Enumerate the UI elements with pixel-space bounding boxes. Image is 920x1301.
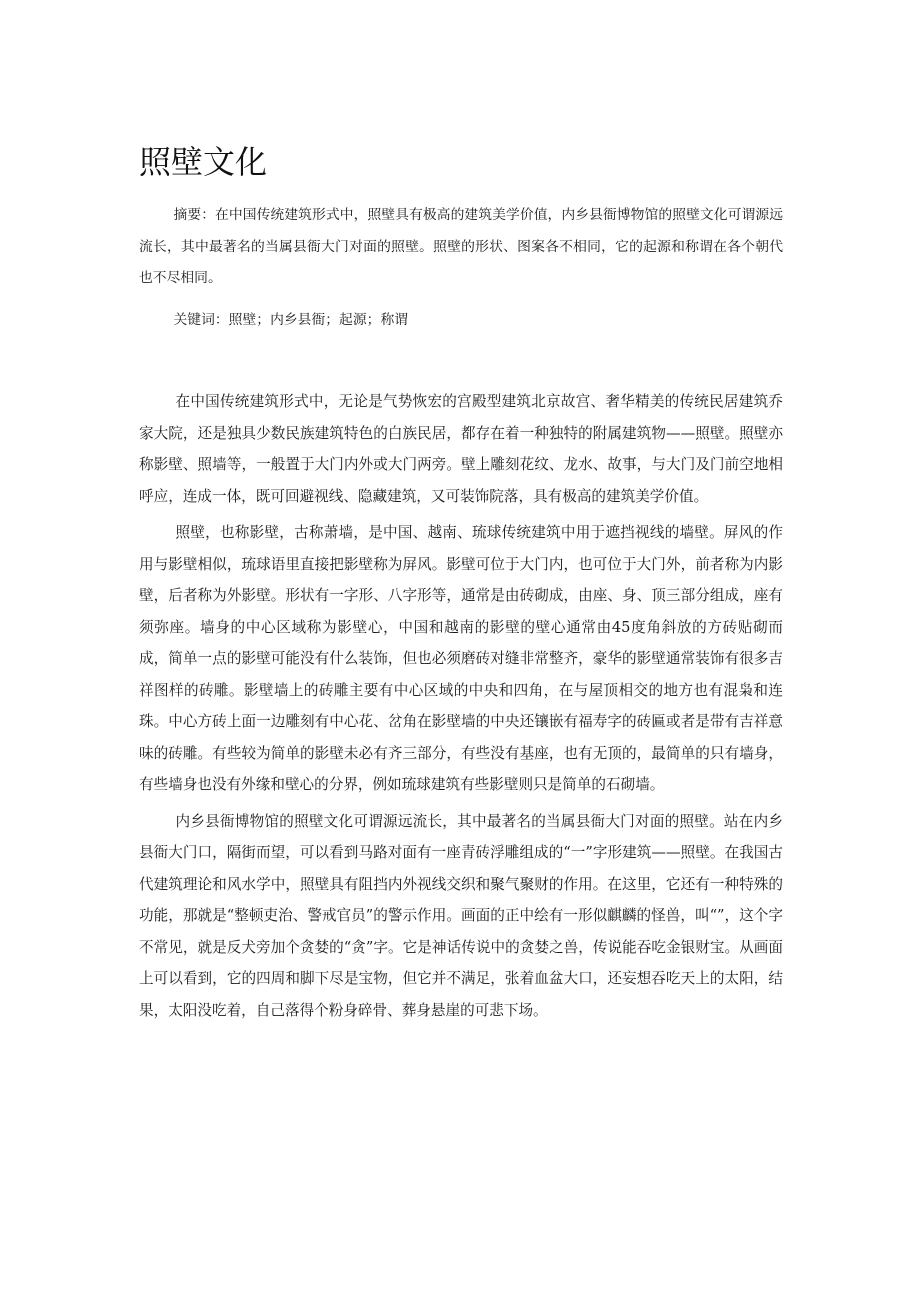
body-section xyxy=(139,386,783,1026)
document-title: 照壁文化 xyxy=(139,143,268,181)
abstract-section xyxy=(139,200,783,336)
abstract-text: 摘要：在中国传统建筑形式中，照壁具有极高的建筑美学价值，内乡县衙博物馆的照壁文化可谓源远流长，其中最著名的当属县衙大门对面的照壁。照壁的形状、图案各不相同，它的起源和称谓在各个朝代也不尽相同。 xyxy=(139,207,783,286)
body-paragraph-2: 照壁，也称影壁，古称萧墙，是中国、越南、琉球传统建筑中用于遮挡视线的墙壁。屏风的作用与影壁相似，琉球语里直接把影壁称为屏风。影壁可位于大门内，也可位于大门外，前者称为内影壁，后者称为外影壁。形状有一字形、八字形等，通常是由砖砌成，由座、身、顶三部分组成，座有须弥座。墙身的中心区域称为影壁心，中国和越南的影壁的壁心通常由45度角斜放的方砖贴砌而成，简单一点的影壁可能没有什么装饰，但也必须磨砖对缝非常整齐，豪华的影壁通常装饰有很多吉祥图样的砖雕。影壁墙上的砖雕主要有中心区域的中央和四角，在与屋顶相交的地方也有混枭和连珠。中心方砖上面一边雕刻有中心花、岔角在影壁墙的中央还镶嵌有福寿字的砖匾或者是带有吉祥意味的砖雕。有些较为简单的影壁未必有齐三部分，有些没有基座，也有无顶的，最简单的只有墙身，有些墙身也没有外缘和壁心的分界，例如琉球建筑有些影壁则只是简单的石砌墙。 xyxy=(139,524,783,793)
body-paragraph-3: 内乡县衙博物馆的照壁文化可谓源远流长，其中最著名的当属县衙大门对面的照壁。站在内乡县衙大门口，隔街而望，可以看到马路对面有一座青砖浮雕组成的“一”字形建筑——照壁。在我国古代建筑理论和风水学中，照壁具有阻挡内外视线交织和聚气聚财的作用。在这里，它还有一种特殊的功能，那就是“整顿吏治、警戒官员”的警示作用。画面的正中绘有一形似麒麟的怪兽，叫“”，这个字不常见，就是反犬旁加个贪婪的“贪”字。它是神话传说中的贪婪之兽，传说能吞吃金银财宝。从画面上可以看到，它的四周和脚下尽是宝物，但它并不满足，张着血盆大口，还妄想吞吃天上的太阳，结果，太阳没吃着，自己落得个粉身碎骨、葬身悬崖的可悲下场。 xyxy=(139,812,783,1019)
body-paragraph-1: 在中国传统建筑形式中，无论是气势恢宏的宫殿型建筑北京故宫、奢华精美的传统民居建筑乔家大院，还是独具少数民族建筑特色的白族民居，都存在着一种独特的附属建筑物——照壁。照壁亦称影壁、照墙等，一般置于大门内外或大门两旁。壁上雕刻花纹、龙水、故事，与大门及门前空地相呼应，连成一体，既可回避视线、隐藏建筑，又可装饰院落，具有极高的建筑美学价值。 xyxy=(139,393,783,505)
keywords-text: 关键词：照壁；内乡县衙；起源；称谓 xyxy=(173,311,409,328)
